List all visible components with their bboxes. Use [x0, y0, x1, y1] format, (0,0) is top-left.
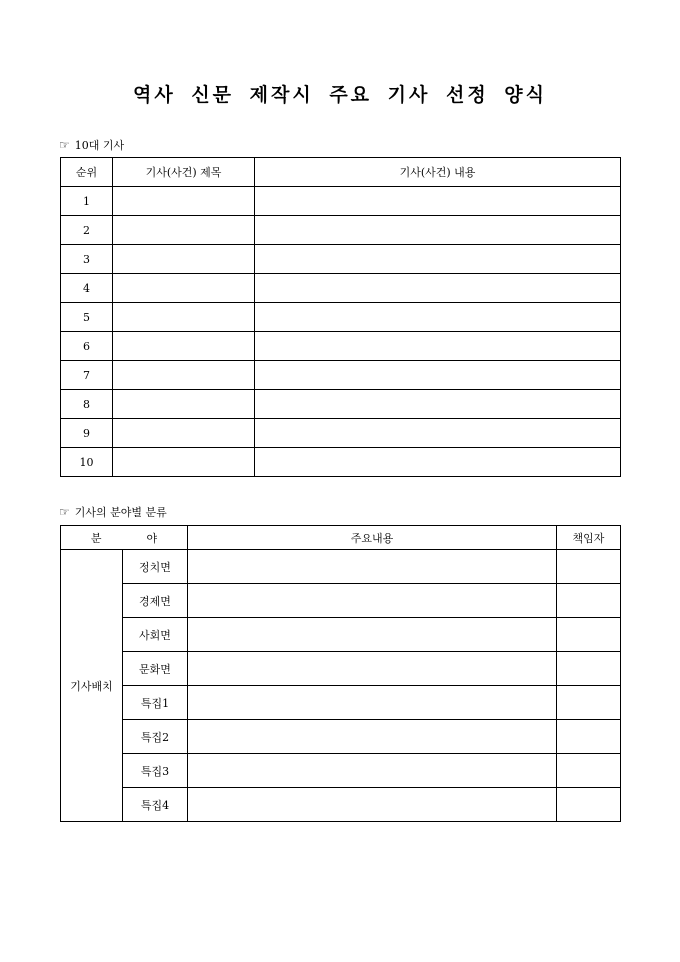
field-cell: 특집4 — [123, 788, 188, 822]
owner-cell[interactable] — [557, 652, 621, 686]
owner-cell[interactable] — [557, 584, 621, 618]
table-row — [61, 584, 621, 618]
section-top10-title: 10대 기사 — [74, 139, 125, 152]
content-cell[interactable] — [188, 686, 557, 720]
content-cell[interactable] — [255, 274, 621, 303]
table-row — [61, 361, 621, 390]
table-row — [61, 754, 621, 788]
title-cell[interactable] — [113, 390, 255, 419]
header-main-content: 주요내용 — [188, 526, 557, 550]
header-owner: 책임자 — [557, 526, 621, 550]
owner-cell[interactable] — [557, 788, 621, 822]
rank-cell: 4 — [61, 274, 113, 303]
title-cell[interactable] — [113, 245, 255, 274]
table-row — [61, 419, 621, 448]
field-cell: 특집1 — [123, 686, 188, 720]
owner-cell[interactable] — [557, 686, 621, 720]
content-cell[interactable] — [188, 720, 557, 754]
table-row — [61, 550, 621, 584]
pointing-hand-icon: ☞ — [59, 138, 70, 152]
field-cell: 사회면 — [123, 618, 188, 652]
table-row — [61, 245, 621, 274]
content-cell[interactable] — [255, 448, 621, 477]
rank-cell: 3 — [61, 245, 113, 274]
pointing-hand-icon: ☞ — [59, 505, 70, 519]
owner-cell[interactable] — [557, 720, 621, 754]
rank-cell: 9 — [61, 419, 113, 448]
top10-table — [60, 157, 621, 477]
field-cell: 특집3 — [123, 754, 188, 788]
header-field-a: 분 — [90, 531, 102, 545]
fields-table — [60, 525, 621, 822]
rank-cell: 6 — [61, 332, 113, 361]
rank-cell: 8 — [61, 390, 113, 419]
content-cell[interactable] — [188, 584, 557, 618]
header-rank: 순위 — [61, 158, 113, 187]
owner-cell[interactable] — [557, 618, 621, 652]
rank-cell: 1 — [61, 187, 113, 216]
content-cell[interactable] — [255, 303, 621, 332]
field-cell: 특집2 — [123, 720, 188, 754]
content-cell[interactable] — [188, 550, 557, 584]
header-content: 기사(사건) 내용 — [255, 158, 621, 187]
field-cell: 정치면 — [123, 550, 188, 584]
content-cell[interactable] — [255, 187, 621, 216]
title-cell[interactable] — [113, 448, 255, 477]
group-cell: 기사배치 — [61, 550, 123, 822]
section-fields-label — [59, 504, 167, 520]
table-header-row — [61, 526, 621, 550]
title-cell[interactable] — [113, 216, 255, 245]
table-row — [61, 390, 621, 419]
table-row — [61, 274, 621, 303]
content-cell[interactable] — [255, 390, 621, 419]
table-row — [61, 720, 621, 754]
section-fields-title: 기사의 분야별 분류 — [74, 506, 167, 519]
table-row — [61, 303, 621, 332]
content-cell[interactable] — [188, 652, 557, 686]
section-top10-label — [59, 137, 124, 153]
content-cell[interactable] — [188, 788, 557, 822]
owner-cell[interactable] — [557, 550, 621, 584]
content-cell[interactable] — [255, 361, 621, 390]
header-field-b: 야 — [146, 531, 158, 545]
page-title: 역사 신문 제작시 주요 기사 선정 양식 — [133, 84, 547, 106]
rank-cell: 2 — [61, 216, 113, 245]
content-cell[interactable] — [255, 419, 621, 448]
table-row — [61, 448, 621, 477]
title-cell[interactable] — [113, 187, 255, 216]
title-cell[interactable] — [113, 419, 255, 448]
field-cell: 문화면 — [123, 652, 188, 686]
field-cell: 경제면 — [123, 584, 188, 618]
rank-cell: 5 — [61, 303, 113, 332]
content-cell[interactable] — [255, 216, 621, 245]
table-row — [61, 216, 621, 245]
content-cell[interactable] — [188, 618, 557, 652]
title-cell[interactable] — [113, 361, 255, 390]
table-row — [61, 686, 621, 720]
header-title: 기사(사건) 제목 — [113, 158, 255, 187]
rank-cell: 7 — [61, 361, 113, 390]
table-row — [61, 618, 621, 652]
rank-cell: 10 — [61, 448, 113, 477]
table-row — [61, 788, 621, 822]
title-cell[interactable] — [113, 274, 255, 303]
title-cell[interactable] — [113, 332, 255, 361]
table-row — [61, 652, 621, 686]
owner-cell[interactable] — [557, 754, 621, 788]
table-header-row — [61, 158, 621, 187]
table-row — [61, 332, 621, 361]
title-cell[interactable] — [113, 303, 255, 332]
content-cell[interactable] — [255, 245, 621, 274]
content-cell[interactable] — [188, 754, 557, 788]
table-row — [61, 187, 621, 216]
header-field — [61, 526, 188, 550]
content-cell[interactable] — [255, 332, 621, 361]
